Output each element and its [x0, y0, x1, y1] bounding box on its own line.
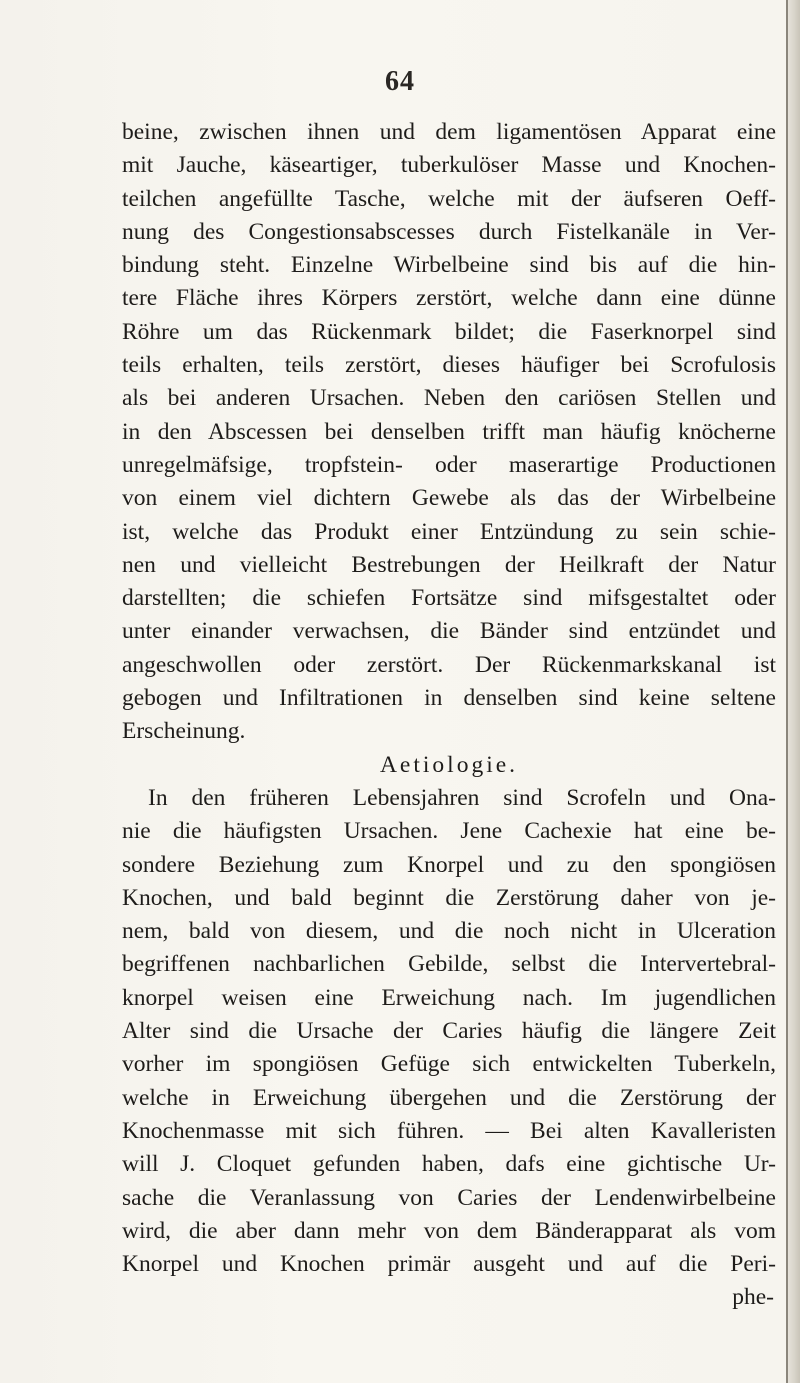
text-line: sache die Veranlassung von Caries der Lendenwirbelbeine [122, 1184, 776, 1211]
text-line: in den Abscessen bei denselben trifft man häufig knöcherne [122, 418, 776, 445]
page-number: 64 [385, 66, 415, 97]
text-line: Knochenmasse mit sich führen. — Bei alten Kavalleristen [122, 1117, 776, 1144]
text-line: gebogen und Infiltrationen in denselben sind keine seltene [122, 685, 776, 712]
text-line: tere Fläche ihres Körpers zerstört, welche dann eine dünne [122, 285, 776, 312]
text-line: sondere Beziehung zum Knorpel und zu den spongiösen [122, 851, 776, 878]
text-line: unregelmäfsige, tropfstein- oder maserartige Productionen [122, 451, 776, 478]
text-line: vorher im spongiösen Gefüge sich entwickelten Tuberkeln, [122, 1051, 776, 1078]
text-line: teils erhalten, teils zerstört, dieses häufiger bei Scrofulosis [122, 352, 776, 379]
body-text [122, 116, 776, 1315]
text-line: von einem viel dichtern Gewebe als das der Wirbelbeine [122, 485, 776, 512]
text-line: knorpel weisen eine Erweichung nach. Im jugendlichen [122, 984, 776, 1011]
text-line: mit Jauche, käseartiger, tuberkulöser Masse und Knochen- [122, 152, 776, 179]
text-line: darstellten; die schiefen Fortsätze sind mifsgestaltet oder [122, 585, 776, 612]
text-line: unter einander verwachsen, die Bänder sind entzündet und [122, 618, 776, 645]
section-heading: Aetiologie. [379, 751, 519, 778]
text-line: ist, welche das Produkt einer Entzündung zu sein schie- [122, 518, 776, 545]
text-line: will J. Cloquet gefunden haben, dafs eine gichtische Ur- [122, 1151, 776, 1178]
page-edge-line [786, 0, 788, 1383]
text-line: Röhre um das Rückenmark bildet; die Faserknorpel sind [122, 318, 776, 345]
text-line: teilchen angefüllte Tasche, welche mit der äufseren Oeff- [122, 185, 776, 212]
text-line: bindung steht. Einzelne Wirbelbeine sind bis auf die hin- [122, 252, 776, 279]
page-edge-shadow [786, 0, 800, 1383]
text-line: begriffenen nachbarlichen Gebilde, selbst die Intervertebral- [122, 951, 776, 978]
text-line: wird, die aber dann mehr von dem Bänderapparat als vom [122, 1217, 776, 1244]
text-line: Alter sind die Ursache der Caries häufig die längere Zeit [122, 1018, 776, 1045]
text-line: nem, bald von diesem, und die noch nicht in Ulceration [122, 918, 776, 945]
text-line: phe- [732, 1284, 774, 1311]
text-line: nie die häufigsten Ursachen. Jene Cachexie hat eine be- [122, 818, 776, 845]
text-line: nung des Congestionsabscesses durch Fistelkanäle in Ver- [122, 218, 776, 245]
text-line: als bei anderen Ursachen. Neben den cariösen Stellen und [122, 385, 776, 412]
text-line: Erscheinung. [122, 718, 246, 745]
text-line: welche in Erweichung übergehen und die Zerstörung der [122, 1084, 776, 1111]
text-line: angeschwollen oder zerstört. Der Rückenmarkskanal ist [122, 651, 776, 678]
text-line: Knochen, und bald beginnt die Zerstörung daher von je- [122, 884, 776, 911]
text-line: nen und vielleicht Bestrebungen der Heilkraft der Natur [122, 551, 776, 578]
text-line: Knorpel und Knochen primär ausgeht und auf die Peri- [122, 1251, 776, 1278]
text-line: In den früheren Lebensjahren sind Scrofeln und Ona- [148, 784, 776, 811]
text-line: beine, zwischen ihnen und dem ligamentösen Apparat eine [122, 119, 776, 145]
